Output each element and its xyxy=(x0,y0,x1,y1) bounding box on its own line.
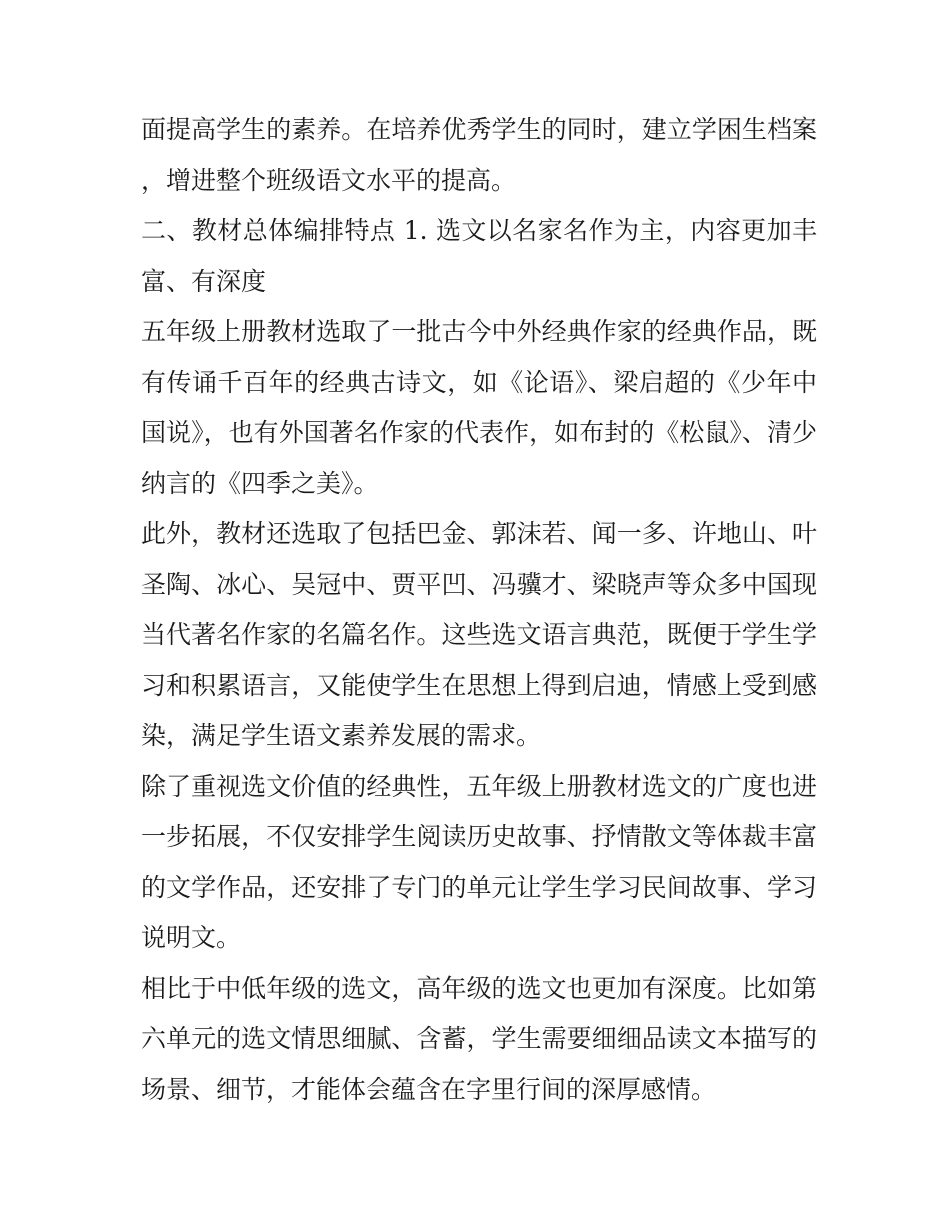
paragraph-1: 面提高学生的素养。在培养优秀学生的同时，建立学困生档案，增进整个班级语文水平的提高。 xyxy=(141,115,817,195)
paragraph-3: 五年级上册教材选取了一批古今中外经典作家的经典作品，既有传诵千百年的经典古诗文，如《论语》、梁启超的《少年中国说》，也有外国著名作家的代表作，如布封的《松鼠》、清少纳言的《四季之美》。 xyxy=(141,317,817,498)
document-body xyxy=(141,105,817,1115)
paragraph-6: 相比于中低年级的选文，高年级的选文也更加有深度。比如第六单元的选文情思细腻、含蓄，学生需要细细品读文本描写的场景、细节，才能体会蕴含在字里行间的深厚感情。 xyxy=(141,973,817,1104)
paragraph-5: 除了重视选文价值的经典性，五年级上册教材选文的广度也进一步拓展，不仅安排学生阅读历史故事、抒情散文等体裁丰富的文学作品，还安排了专门的单元让学生学习民间故事、学习说明文。 xyxy=(141,771,817,952)
paragraph-2-section-heading: 二、教材总体编排特点 1. 选文以名家名作为主，内容更加丰富、有深度 xyxy=(141,216,817,296)
paragraph-4: 此外，教材还选取了包括巴金、郭沫若、闻一多、许地山、叶圣陶、冰心、吴冠中、贾平凹、冯骥才、梁晓声等众多中国现当代著名作家的名篇名作。这些选文语言典范，既便于学生学习和积累语言，又能使学生在思想上得到启迪，情感上受到感染，满足学生语文素养发展的需求。 xyxy=(141,519,817,750)
